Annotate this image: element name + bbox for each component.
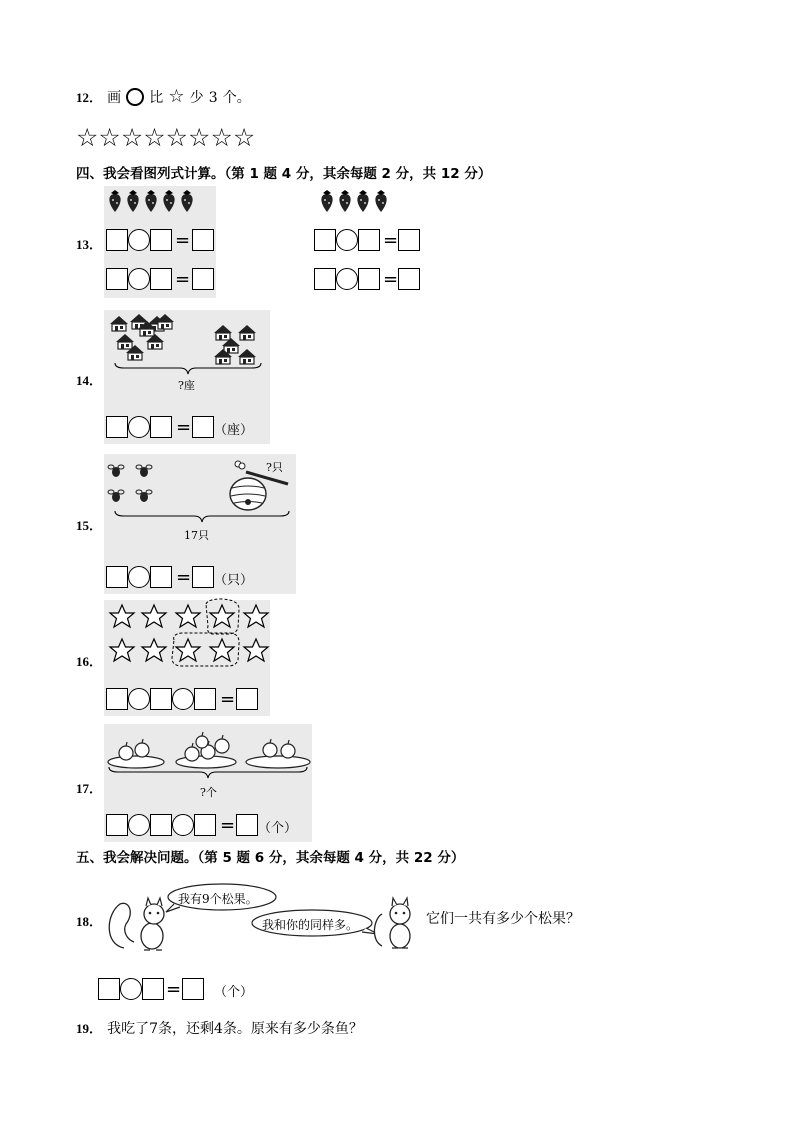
section-5-heading: 五、我会解决问题。（第 5 题 6 分，其余每题 4 分，共 22 分）	[76, 850, 465, 866]
speech-bubble-2-text: 我和你的同样多。	[262, 918, 359, 932]
equals-sign: =	[176, 567, 192, 588]
equals-sign: =	[166, 979, 182, 1000]
answer-box[interactable]	[106, 688, 128, 710]
equals-sign: =	[175, 230, 191, 251]
unit-label: （个）	[214, 985, 254, 1000]
result-box[interactable]	[192, 566, 214, 588]
result-box[interactable]	[236, 814, 258, 836]
question-number: 18．	[76, 914, 103, 929]
circle-icon	[126, 88, 144, 106]
question-number: 14．	[76, 373, 103, 388]
apple-plates-group	[106, 730, 312, 770]
section-4-heading: 四、我会看图列式计算。（第 1 题 4 分，其余每题 2 分，共 12 分）	[76, 166, 492, 182]
operator-circle[interactable]	[172, 814, 194, 836]
operator-circle[interactable]	[172, 688, 194, 710]
unit-label: （个）	[258, 821, 298, 836]
unit-label: （只）	[214, 573, 254, 588]
star-grid	[104, 600, 274, 680]
brace-label: ?座	[178, 379, 195, 392]
result-box[interactable]	[192, 229, 214, 251]
house-icon-group	[108, 312, 268, 362]
question-19	[76, 1018, 363, 1038]
brace-label: 17只	[184, 529, 209, 542]
equals-sign: =	[383, 230, 399, 251]
curly-brace	[114, 510, 290, 524]
question-text: 它们一共有多少个松果？	[426, 911, 580, 927]
question-count: 3	[208, 90, 218, 106]
squirrel-icon-left	[104, 894, 174, 954]
result-box[interactable]	[192, 416, 214, 438]
answer-box[interactable]	[150, 688, 172, 710]
operator-circle[interactable]	[128, 416, 150, 438]
question-number: 16．	[76, 654, 103, 669]
answer-box[interactable]	[194, 688, 216, 710]
star-icon: ☆	[168, 86, 185, 107]
operator-circle[interactable]	[336, 268, 358, 290]
answer-box[interactable]	[150, 566, 172, 588]
curly-brace	[108, 766, 308, 780]
strawberry-icon-group	[106, 188, 206, 214]
curly-brace	[114, 362, 262, 376]
question-text-draw: 画	[107, 90, 122, 106]
result-box[interactable]	[182, 978, 204, 1000]
strawberry-icon-group	[318, 188, 398, 214]
result-box[interactable]	[398, 268, 420, 290]
answer-box[interactable]	[358, 268, 380, 290]
speech-bubble-1-text: 我有9个松果。	[178, 892, 258, 906]
unit-label: （座）	[214, 423, 254, 438]
operator-circle[interactable]	[128, 688, 150, 710]
answer-box[interactable]	[150, 814, 172, 836]
brace-label: ?个	[200, 786, 217, 799]
bee-question-label: ?只	[266, 461, 283, 474]
answer-box[interactable]	[106, 566, 128, 588]
question-number: 13．	[76, 237, 103, 252]
operator-circle[interactable]	[120, 978, 142, 1000]
result-box[interactable]	[236, 688, 258, 710]
equals-sign: =	[383, 269, 399, 290]
question-number: 15．	[76, 518, 103, 533]
answer-box[interactable]	[142, 978, 164, 1000]
bee-icon-group	[106, 462, 166, 512]
operator-circle[interactable]	[128, 229, 150, 251]
answer-box[interactable]	[106, 416, 128, 438]
operator-circle[interactable]	[128, 566, 150, 588]
answer-box[interactable]	[194, 814, 216, 836]
answer-box[interactable]	[150, 229, 172, 251]
equals-sign: =	[220, 815, 236, 836]
question-text-less: 少	[189, 90, 204, 106]
answer-box[interactable]	[106, 268, 128, 290]
operator-circle[interactable]	[128, 268, 150, 290]
equals-sign: =	[220, 689, 236, 710]
answer-box[interactable]	[150, 268, 172, 290]
equals-sign: =	[175, 269, 191, 290]
operator-circle[interactable]	[336, 229, 358, 251]
equals-sign: =	[176, 417, 192, 438]
question-text: 我吃了7条，还剩4条。原来有多少条鱼？	[107, 1021, 363, 1037]
operator-circle[interactable]	[128, 814, 150, 836]
answer-box[interactable]	[314, 229, 336, 251]
answer-box[interactable]	[358, 229, 380, 251]
answer-box[interactable]	[150, 416, 172, 438]
question-12	[76, 86, 251, 107]
question-number: 19．	[76, 1021, 103, 1036]
result-box[interactable]	[398, 229, 420, 251]
question-number: 12．	[76, 90, 103, 105]
question-count-unit: 个。	[222, 90, 251, 106]
answer-box[interactable]	[106, 814, 128, 836]
result-box[interactable]	[192, 268, 214, 290]
answer-box[interactable]	[98, 978, 120, 1000]
star-row: ☆☆☆☆☆☆☆☆	[76, 123, 256, 152]
question-number: 17．	[76, 781, 103, 796]
question-text-compare: 比	[149, 90, 164, 106]
squirrel-icon-right	[372, 896, 422, 952]
answer-box[interactable]	[106, 229, 128, 251]
answer-box[interactable]	[314, 268, 336, 290]
